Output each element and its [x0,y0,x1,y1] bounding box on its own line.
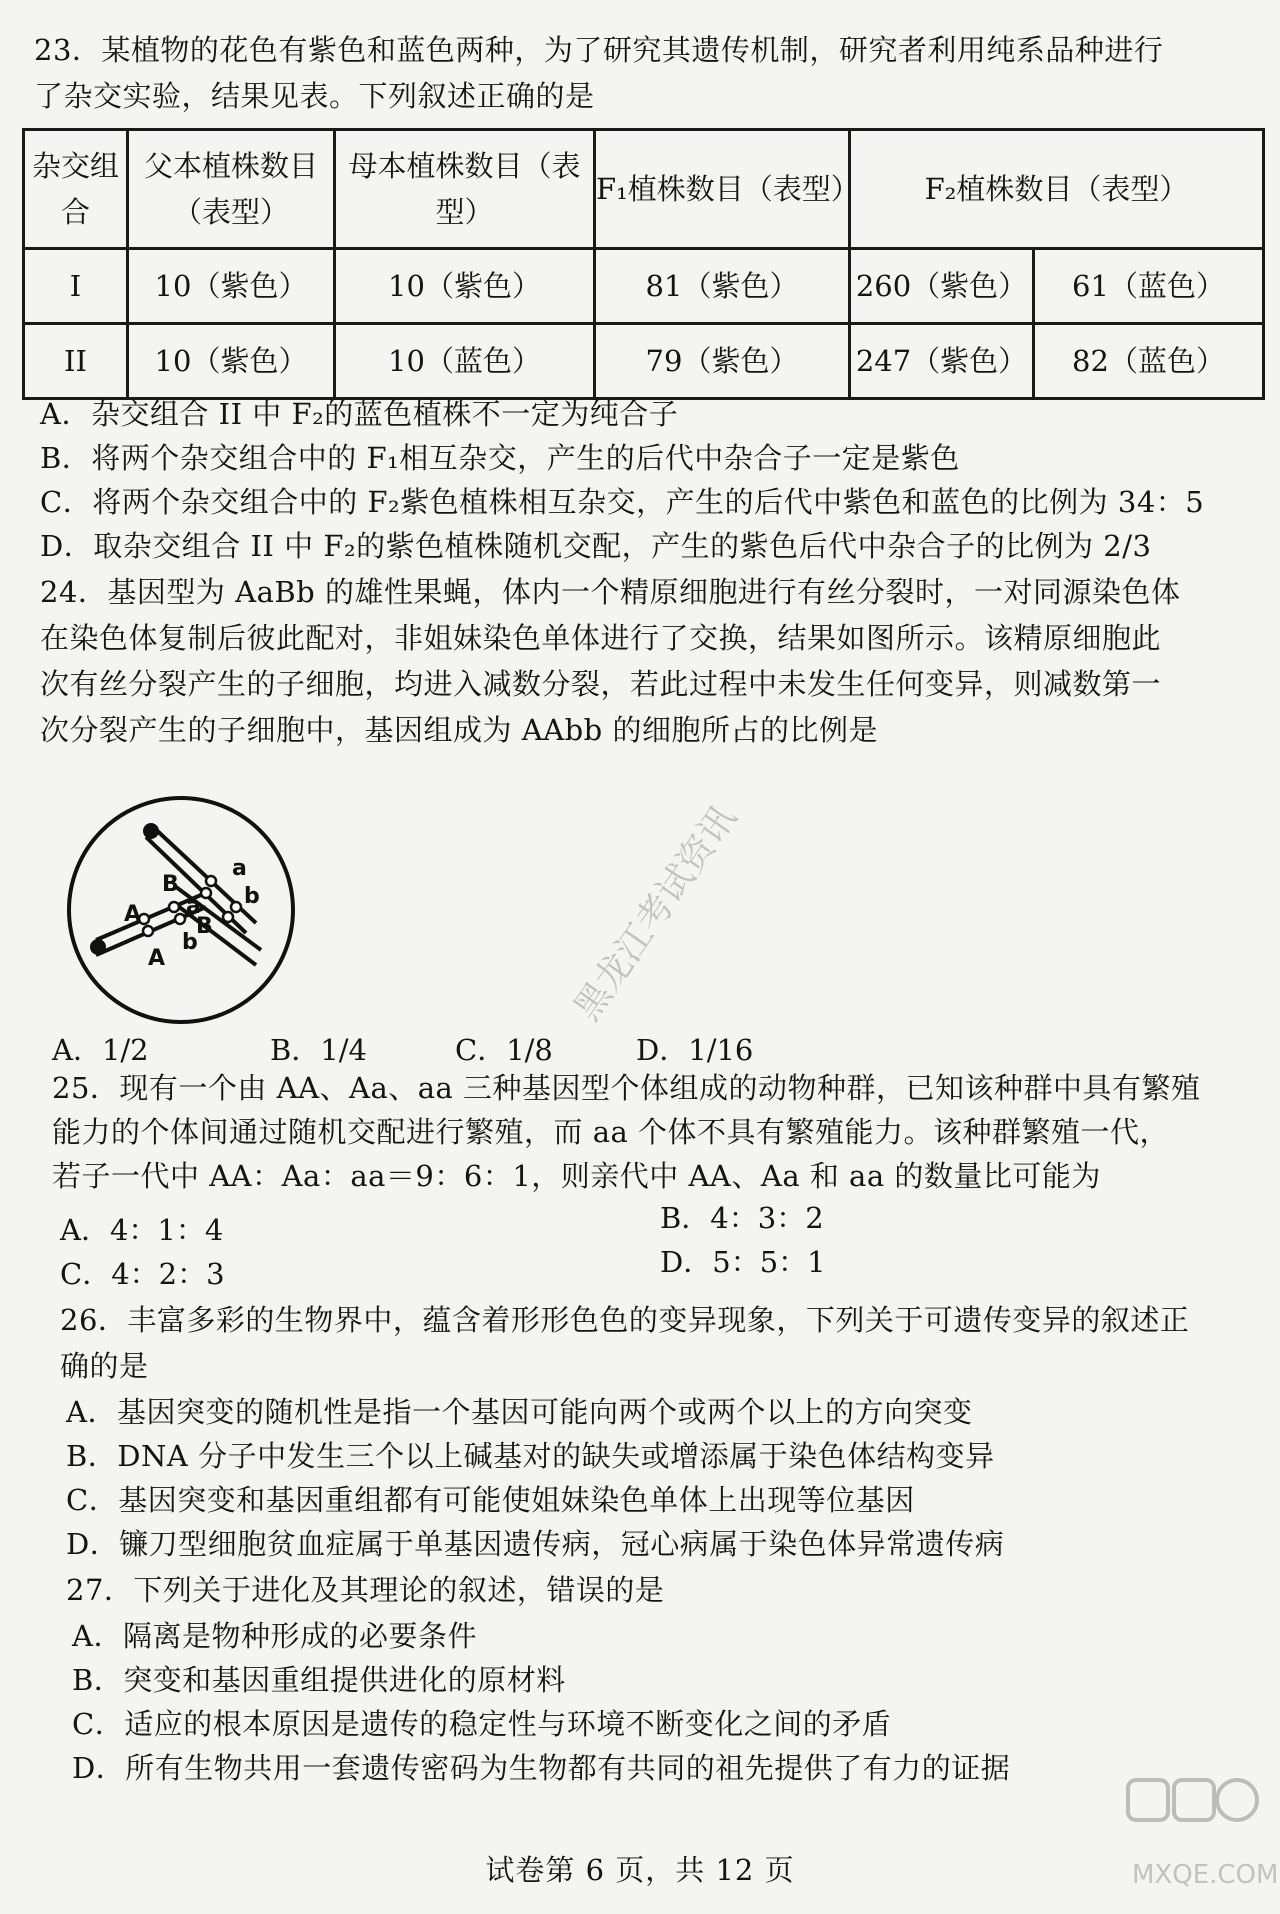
q24-stem-line3: 次有丝分裂产生的子细胞，均进入减数分裂，若此过程中未发生任何变异，则减数第一 [40,667,1162,701]
cell-f1: 79（紫色） [595,324,850,399]
header-cross-group: 杂交组合 [24,130,128,249]
q26-option-d: D．镰刀型细胞贫血症属于单基因遗传病，冠心病属于染色体异常遗传病 [66,1527,1005,1561]
q26-option-a: A．基因突变的随机性是指一个基因可能向两个或两个以上的方向突变 [66,1395,973,1429]
table-row [24,249,1264,324]
q26-stem-line2: 确的是 [60,1349,149,1383]
q23-option-b: B．将两个杂交组合中的 F₁相互杂交，产生的后代中杂合子一定是紫色 [40,441,960,475]
q27-stem: 27．下列关于进化及其理论的叙述，错误的是 [66,1573,665,1607]
header-mother: 母本植株数目（表型） [335,130,595,249]
gene-label-a: a [232,856,247,881]
q24-option-a: A．1/2 [52,1033,149,1067]
q25-option-b: B．4：3：2 [660,1201,824,1235]
header-f2: F₂植株数目（表型） [850,130,1264,249]
q24-option-d: D．1/16 [636,1033,754,1067]
cell-mother: 10（蓝色） [335,324,595,399]
q24-stem-line4: 次分裂产生的子细胞中，基因组成为 AAbb 的细胞所占的比例是 [40,713,878,747]
q23-option-c: C．将两个杂交组合中的 F₂紫色植株相互杂交，产生的后代中紫色和蓝色的比例为 34：5 [40,485,1205,519]
cell-group: I [24,249,128,324]
q24-option-c: C．1/8 [455,1033,553,1067]
gene-label-B: B [162,872,179,897]
gene-label-a: a [186,894,201,919]
q25-stem-line2: 能力的个体间通过随机交配进行繁殖，而 aa 个体不具有繁殖能力。该种群繁殖一代， [52,1115,1170,1149]
cell-father: 10（紫色） [128,249,335,324]
cross-results-table [22,128,1265,400]
q26-option-c: C．基因突变和基因重组都有可能使姐妹染色单体上出现等位基因 [66,1483,915,1517]
chromosome-diagram [56,795,306,1025]
cell-f2-purple: 247（紫色） [850,324,1034,399]
q24-stem-line2: 在染色体复制后彼此配对，非姐妹染色单体进行了交换，结果如图所示。该精原细胞此 [40,621,1162,655]
cell-f2-purple: 260（紫色） [850,249,1034,324]
q24-stem-line1: 24．基因型为 AaBb 的雄性果蝇，体内一个精原细胞进行有丝分裂时，一对同源染色体 [40,575,1181,609]
gene-label-b: b [244,884,260,909]
q25-option-d: D．5：5：1 [660,1245,826,1279]
q25-stem-line1: 25．现有一个由 AA、Aa、aa 三种基因型个体组成的动物种群，已知该种群中具有繁殖 [52,1071,1201,1105]
table-header-row [24,130,1264,249]
cell-f2-blue: 61（蓝色） [1034,249,1264,324]
q27-option-d: D．所有生物共用一套遗传密码为生物都有共同的祖先提供了有力的证据 [72,1751,1011,1785]
page-footer: 试卷第 6 页，共 12 页 [485,1853,795,1887]
logo-icon [1122,1770,1262,1860]
q24-option-b: B．1/4 [270,1033,367,1067]
q25-stem-line3: 若子一代中 AA：Aa：aa＝9：6：1，则亲代中 AA、Aa 和 aa 的数量比可能为 [52,1159,1101,1193]
gene-label-A: A [148,946,166,971]
q23-option-a: A．杂交组合 II 中 F₂的蓝色植株不一定为纯合子 [40,397,679,431]
cell-f1: 81（紫色） [595,249,850,324]
cell-f2-blue: 82（蓝色） [1034,324,1264,399]
q27-option-a: A．隔离是物种形成的必要条件 [72,1619,477,1653]
corner-watermark-text: MXQE.COM [1132,1860,1279,1890]
header-father: 父本植株数目（表型） [128,130,335,249]
cell-father: 10（紫色） [128,324,335,399]
gene-label-B: B [196,914,213,939]
cell-group: II [24,324,128,399]
q27-option-b: B．突变和基因重组提供进化的原材料 [72,1663,566,1697]
q23-stem-line1: 23．某植物的花色有紫色和蓝色两种，为了研究其遗传机制，研究者利用纯系品种进行 [34,33,1164,67]
q23-option-d: D．取杂交组合 II 中 F₂的紫色植株随机交配，产生的紫色后代中杂合子的比例为 2/3 [40,529,1152,563]
gene-label-A: A [124,902,142,927]
header-f1: F₁植株数目（表型） [595,130,850,249]
table-row [24,324,1264,399]
q25-option-a: A．4：1：4 [60,1213,224,1247]
q27-option-c: C．适应的根本原因是遗传的稳定性与环境不断变化之间的矛盾 [72,1707,892,1741]
diagonal-watermark: 黑龙江考试资讯 [566,798,745,1029]
q25-option-c: C．4：2：3 [60,1257,225,1291]
corner-logo-watermark [1122,1770,1279,1900]
q26-stem-line1: 26．丰富多彩的生物界中，蕴含着形形色色的变异现象，下列关于可遗传变异的叙述正 [60,1303,1190,1337]
q26-option-b: B．DNA 分子中发生三个以上碱基对的缺失或增添属于染色体结构变异 [66,1439,995,1473]
q23-stem-line2: 了杂交实验，结果见表。下列叙述正确的是 [34,79,595,113]
cell-mother: 10（紫色） [335,249,595,324]
gene-label-b: b [182,930,198,955]
